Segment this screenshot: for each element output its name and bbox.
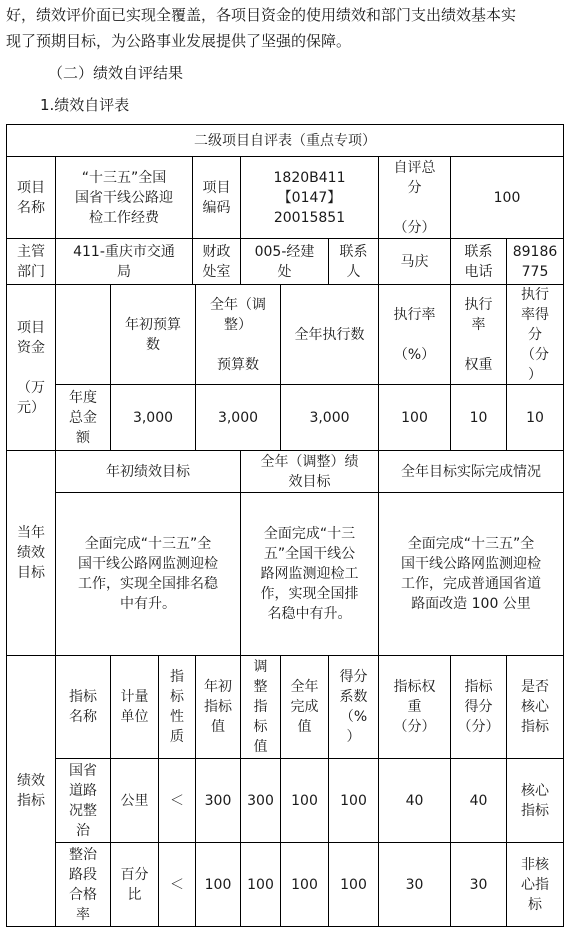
indicator-header-score: 指标 得分 （分） [457,679,500,735]
project-name-value: “十三五”全国 国省干线公路迎 检工作经费 [75,169,173,226]
total-score: 10 [526,409,544,426]
indicator-row-1-name: 国省 道路 况整 治 [69,762,97,839]
total-weight: 10 [469,409,488,426]
indicator-row-1-core: 核心 指标 [521,782,549,819]
project-name-label: 项目 名称 [17,179,45,216]
finance-value: 005-经建 处 [254,243,315,280]
indicator-row-2-adjusted: 100 [247,876,274,893]
goal-header-actual: 全年目标实际完成情况 [401,463,541,480]
goal-actual: 全面完成“十三五”全 国干线公路网监测迎检 工作，完成普通国省道 路面改造 100 公里 [401,536,541,612]
header-exec-rate: 执行率 （%） [393,306,436,363]
total-execution: 3,000 [309,409,350,426]
table-title: 二级项目自评表（重点专项） [194,132,376,149]
funds-label: 项目 资金 （万 元） [17,319,45,416]
subsection-heading: 1.绩效自评表 [40,96,130,114]
project-code-label: 项目 编码 [202,179,231,216]
indicator-row-2-weight: 30 [405,876,424,893]
indicator-row-1-unit: 公里 [120,792,149,809]
indicator-header-name: 指标 名称 [69,689,97,725]
table-border [563,124,564,927]
goals-label: 当年 绩效 目标 [17,525,45,581]
indicator-header-core: 是否 核心 指标 [521,679,549,735]
header-exec-weight: 执行 率 权重 [464,296,493,373]
indicator-row-1-coef: 100 [340,792,367,809]
goal-header-adjusted: 全年（调整）绩 效目标 [260,453,359,490]
intro-line-2: 现了预期目标，为公路事业发展提供了坚强的保障。 [6,32,352,50]
goal-initial: 全面完成“十三五”全 国干线公路网监测迎检 工作，实现全国排名稳 中有升。 [78,536,218,612]
dept-label: 主管 部门 [17,243,45,280]
dept-value: 411-重庆市交通 局 [73,243,175,280]
total-initial: 3,000 [132,409,174,426]
indicator-row-2-unit: 百分 比 [120,866,149,903]
indicators-label: 绩效 指标 [17,773,45,809]
intro-line-1: 好，绩效评价面已实现全覆盖，各项目资金的使用绩效和部门支出绩效基本实 [6,6,517,24]
indicator-header-adjusted: 调 整 指 标 值 [253,659,268,755]
contact-label: 联系 人 [339,243,368,280]
indicator-row-2-name: 整治 路段 合格 率 [69,846,97,923]
indicator-header-actual: 全年 完成 值 [290,679,319,735]
indicator-row-1-actual: 100 [291,792,318,809]
indicator-header-coef: 得分 系数 （% ） [339,669,368,745]
total-label: 年度 总金 额 [69,389,97,446]
phone-label: 联系 电话 [464,243,493,280]
finance-label: 财政 处室 [202,243,231,280]
indicator-row-1-score: 40 [469,792,488,809]
contact-value: 马庆 [400,253,429,270]
goal-adjusted: 全面完成“十三 五”全国干线公 路网监测迎检工 作，实现全国排 名稳中有升。 [260,526,359,622]
header-initial-budget: 年初预算 数 [125,316,181,353]
phone-value: 89186 775 [512,243,558,280]
header-exec-score: 执行 率得 分 （分 ） [521,286,549,383]
section-heading: （二）绩效自评结果 [48,64,184,82]
indicator-row-1-adjusted: 300 [247,792,274,809]
indicator-row-2-core: 非核 心指 标 [521,856,549,913]
score-label: 自评总 分 （分） [393,159,436,236]
indicator-row-1-nature: ＜ [170,792,184,809]
project-code-value: 1820B411 【0147】 20015851 [273,169,346,226]
indicator-row-2-nature: ＜ [170,876,184,893]
indicator-header-unit: 计量 单位 [120,689,149,725]
indicator-header-nature: 指 标 性 质 [170,669,184,745]
total-adjusted: 3,000 [217,409,259,426]
indicator-row-1-weight: 40 [405,792,424,809]
indicator-row-1-initial: 300 [204,792,232,809]
score-value: 100 [493,189,521,206]
indicator-header-weight: 指标权 重 （分） [393,679,436,735]
indicator-header-initial: 年初 指标 值 [204,679,232,735]
goal-header-initial: 年初绩效目标 [106,463,190,480]
indicator-row-2-actual: 100 [291,876,318,893]
total-rate: 100 [401,409,428,426]
indicator-row-2-coef: 100 [340,876,367,893]
header-execution: 全年执行数 [294,326,365,343]
indicator-row-2-initial: 100 [204,876,232,893]
indicator-row-2-score: 30 [469,876,488,893]
header-adjusted-budget: 全年（调 整） 预算数 [210,296,266,373]
